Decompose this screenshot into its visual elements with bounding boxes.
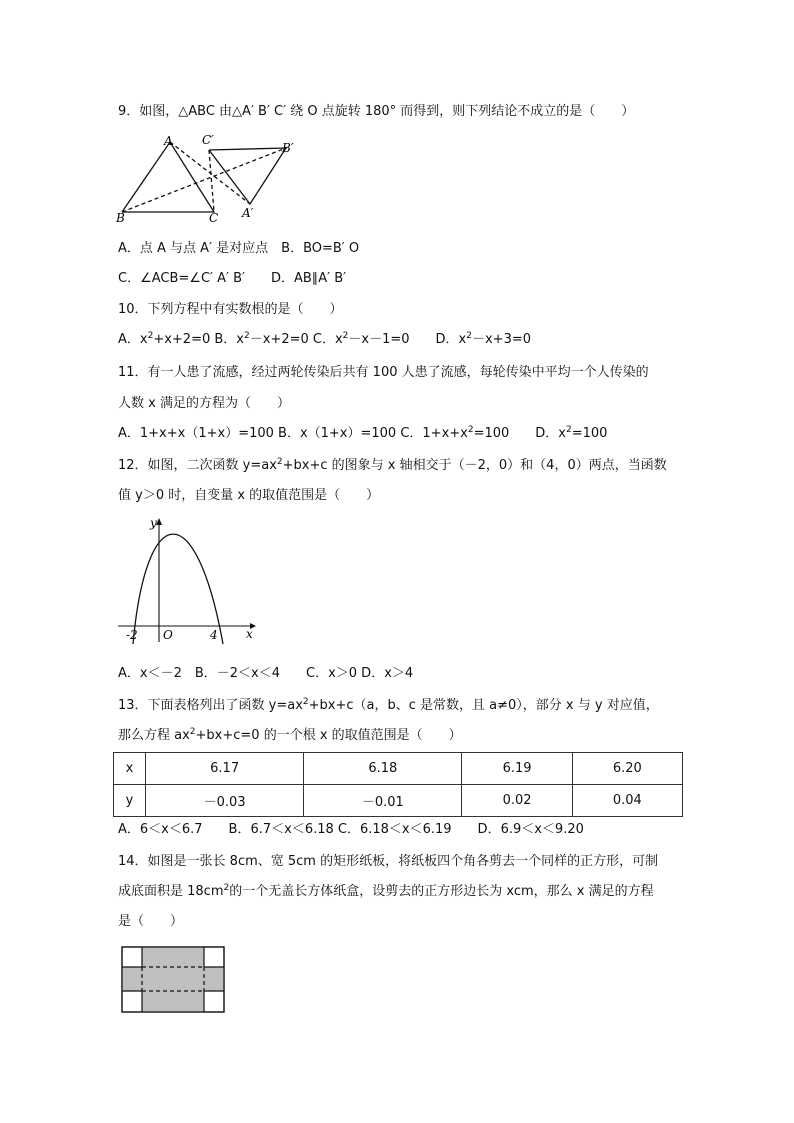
table-cell: 6.18 [304, 753, 462, 785]
q14-stem-line1: 14．如图是一张长 8cm、宽 5cm 的矩形纸板，将纸板四个角各剪去一个同样的正方形，可制 [118, 854, 659, 869]
table-cell: 0.02 [462, 785, 572, 817]
q11-options: A．1+x+x（1+x）=100 B．x（1+x）=100 C．$1+x+x^2=100$ D．$x^2=100$ [118, 425, 608, 441]
table-row-y [114, 785, 683, 817]
table-cell: 0.04 [572, 785, 682, 817]
table-cell: 6.20 [572, 753, 682, 785]
q10-stem: 10．下列方程中有实数根的是（ ） [118, 302, 343, 317]
q9-options-cd: C．∠ACB=∠C′ A′ B′ D．AB∥A′ B′ [118, 271, 347, 286]
graph-x-label: x [246, 627, 253, 641]
table-cell: －0.03 [146, 785, 304, 817]
q11-stem-line1: 11．有一人患了流感，经过两轮传染后共有 100 人患了流感，每轮传染中平均一个人传染的 [118, 365, 649, 380]
label-C-prime: C′ [202, 133, 214, 147]
q13-stem-line2: 那么方程 $ax^2+bx+c=0$ 的一个根 x 的取值范围是（ ） [118, 727, 462, 743]
cardboard-figure [121, 946, 227, 1014]
table-cell: －0.01 [304, 785, 462, 817]
q12-options: A．x＜－2 B．－2＜x＜4 C．x＞0 D．x＞4 [118, 666, 414, 681]
q10-options: A．$x^2+x+2=0$ B．$x^2-x+2=0$ C．$x^2-x-1=0$ D．$x^2-x+3=0$ [118, 331, 532, 347]
q12-stem-line2: 值 y＞0 时，自变量 x 的取值范围是（ ） [118, 488, 380, 503]
q11-stem-line2: 人数 x 满足的方程为（ ） [118, 396, 290, 411]
q13-stem-line1: 13．下面表格列出了函数 $y=ax^2+bx+c(a$，b、c 是常数，且 a≠0），部分 x 与 y 对应值， [118, 697, 659, 713]
label-B-prime: B′ [282, 141, 294, 155]
rotation-figure [116, 130, 302, 225]
table-cell: 6.19 [462, 753, 572, 785]
label-A-prime: A′ [242, 206, 254, 220]
xy-value-table [113, 752, 683, 817]
graph-origin-label: O [163, 628, 173, 642]
label-B: B [116, 211, 125, 225]
graph-tick-neg2: -2 [126, 628, 138, 642]
label-A: A [164, 134, 173, 148]
table-row-x [114, 753, 683, 785]
graph-tick-4: 4 [210, 628, 218, 642]
table-cell: 6.17 [146, 753, 304, 785]
q14-stem-line3: 是（ ） [118, 914, 184, 929]
table-cell: y [114, 785, 146, 817]
table-cell: x [114, 753, 146, 785]
parabola-graph [116, 515, 258, 645]
q12-stem-line1: 12．如图，二次函数 $y=ax^2+bx+c$ 的图象与 x 轴相交于（－2，0）和（4，0）两点，当函数 [118, 457, 667, 473]
label-C: C [209, 211, 219, 225]
graph-y-label: y [150, 516, 157, 530]
q13-options: A．6＜x＜6.7 B．6.7＜x＜6.18 C．6.18＜x＜6.19 D．6.9＜x＜9.20 [118, 822, 584, 837]
q14-stem-line2: 成底面积是 $18cm^2$的一个无盖长方体纸盒，设剪去的正方形边长为 xcm，那么 x 满足的方程 [118, 883, 654, 899]
q9-stem: 9．如图，△ABC 由△A′ B′ C′ 绕 O 点旋转 180° 而得到，则下列结论不成立的是（ ） [118, 104, 635, 119]
q9-options-ab: A．点 A 与点 A′ 是对应点 B．BO=B′ O [118, 241, 360, 256]
